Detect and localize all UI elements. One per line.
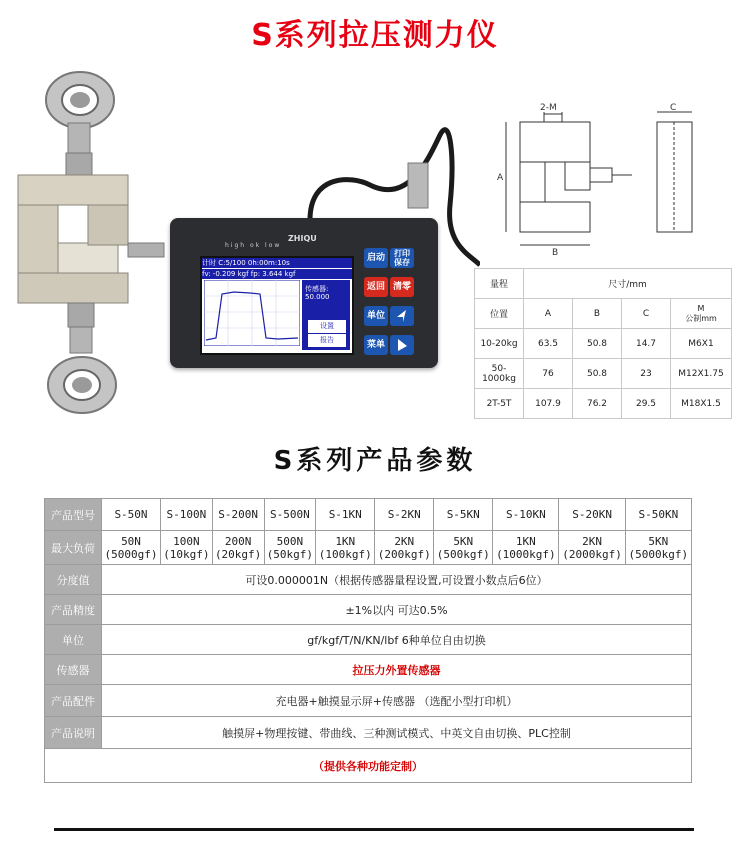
zero-button[interactable]: 清零 <box>390 277 414 297</box>
load-cell <box>102 531 161 565</box>
dim-label-b: B <box>552 248 559 258</box>
dim-cell: M6X1 <box>671 329 732 359</box>
load-top: 5KN <box>453 534 474 548</box>
load-top: 50N <box>121 534 141 548</box>
table-row <box>475 329 732 359</box>
parameter-table <box>44 498 692 783</box>
table-row <box>45 749 692 783</box>
table-row <box>475 359 732 389</box>
table-row <box>45 531 692 565</box>
load-bottom: (100kgf) <box>318 547 372 561</box>
dim-cell: 50.8 <box>573 359 622 389</box>
dim-col-b: B <box>573 299 622 329</box>
dim-cell: 50-1000kg <box>475 359 524 389</box>
load-bottom: (20kgf) <box>214 547 262 561</box>
screen-curve <box>204 280 300 346</box>
resolution-value: 可设0.000001N（根据传感器量程设置,可设置小数点后6位） <box>102 565 692 595</box>
model-cell: S-500N <box>264 499 316 531</box>
arrow-down-icon <box>390 335 414 355</box>
start-button[interactable]: 启动 <box>364 248 388 268</box>
device-logo: ZHIQU <box>288 234 317 243</box>
load-top: 200N <box>224 534 252 548</box>
page-title: S系列拉压测力仪 <box>251 18 499 53</box>
load-top: 500N <box>276 534 304 548</box>
load-bottom: (10kgf) <box>163 547 210 561</box>
row-header-resolution: 分度值 <box>45 565 102 595</box>
load-top: 100N <box>173 534 200 548</box>
dim-cell: M12X1.75 <box>671 359 732 389</box>
params-section-title: S系列产品参数 <box>273 446 477 476</box>
dim-cell: 2T-5T <box>475 389 524 419</box>
model-cell: S-50N <box>102 499 161 531</box>
screen-report-button[interactable]: 报告 <box>308 334 346 347</box>
table-row <box>45 685 692 717</box>
load-cell <box>434 531 493 565</box>
load-bottom: (5000gf) <box>104 547 158 561</box>
device-screen <box>200 256 354 355</box>
dim-cell: 63.5 <box>524 329 573 359</box>
dim-label-m: 2-M <box>540 103 557 113</box>
row-header-model: 产品型号 <box>45 499 102 531</box>
load-top: 2KN <box>582 534 603 548</box>
load-cell <box>161 531 213 565</box>
accuracy-value: ±1%以内 可达0.5% <box>102 595 692 625</box>
dim-label-a: A <box>497 173 504 183</box>
dimension-table <box>474 268 732 419</box>
row-header-description: 产品说明 <box>45 717 102 749</box>
arrow-up-icon <box>390 306 414 326</box>
description-value: 触摸屏+物理按键、带曲线、三种测试模式、中英文自由切换、PLC控制 <box>102 717 692 749</box>
row-header-load: 最大负荷 <box>45 531 102 565</box>
accessory-value: 充电器+触摸显示屏+传感器 （选配小型打印机） <box>102 685 692 717</box>
model-cell: S-200N <box>212 499 264 531</box>
force-curve-graph <box>204 280 300 346</box>
back-button[interactable]: 返回 <box>364 277 388 297</box>
load-bottom: (1000kgf) <box>496 547 556 561</box>
row-header-unit: 单位 <box>45 625 102 655</box>
sensor-label: 传感器: <box>305 285 329 293</box>
screen-status-row: 计时 C:5/100 0h:00m:10s <box>202 258 352 268</box>
model-cell: S-50KN <box>625 499 691 531</box>
load-cell <box>212 531 264 565</box>
status-leds: high ok low <box>225 242 282 249</box>
table-row <box>45 655 692 685</box>
table-row <box>475 389 732 419</box>
dim-label-c: C <box>670 103 677 113</box>
load-top: 1KN <box>515 534 536 548</box>
model-cell: S-10KN <box>493 499 559 531</box>
load-cell <box>316 531 375 565</box>
screen-side-panel <box>302 280 350 350</box>
dimension-drawing <box>492 100 722 260</box>
dim-cell: 107.9 <box>524 389 573 419</box>
load-bottom: (2000kgf) <box>562 547 622 561</box>
load-cell <box>264 531 316 565</box>
load-bottom: (500kgf) <box>436 547 490 561</box>
dim-col-pos: 位置 <box>475 299 524 329</box>
bottom-divider <box>54 828 694 831</box>
row-header-accessory: 产品配件 <box>45 685 102 717</box>
model-cell: S-20KN <box>559 499 625 531</box>
sensor-value: 50.000 <box>305 293 330 301</box>
row-header-accuracy: 产品精度 <box>45 595 102 625</box>
load-bottom: (5000kgf) <box>628 547 689 561</box>
table-row <box>45 499 692 531</box>
table-row <box>45 565 692 595</box>
screen-value-row: fv: -0.209 kgf fp: 3.644 kgf <box>202 268 352 279</box>
row-header-sensor: 传感器 <box>45 655 102 685</box>
sensor-value: 拉压力外置传感器 <box>102 655 692 685</box>
load-top: 5KN <box>648 534 669 548</box>
down-arrow-button[interactable] <box>390 335 414 355</box>
dim-header-size: 尺寸/mm <box>524 269 732 299</box>
menu-button[interactable]: 菜单 <box>364 335 388 355</box>
load-bottom: (50kgf) <box>266 547 314 561</box>
dim-cell: 29.5 <box>622 389 671 419</box>
dim-cell: 76.2 <box>573 389 622 419</box>
model-cell: S-100N <box>161 499 213 531</box>
load-cell <box>375 531 434 565</box>
dim-col-a: A <box>524 299 573 329</box>
unit-button[interactable]: 单位 <box>364 306 388 326</box>
table-row <box>45 595 692 625</box>
dim-cell: M18X1.5 <box>671 389 732 419</box>
unit-value: gf/kgf/T/N/KN/lbf 6种单位自由切换 <box>102 625 692 655</box>
load-cell <box>625 531 691 565</box>
load-cell <box>493 531 559 565</box>
load-top: 2KN <box>394 534 415 548</box>
customization-note: （提供各种功能定制） <box>45 749 692 783</box>
dim-cell: 50.8 <box>573 329 622 359</box>
up-arrow-button[interactable] <box>390 306 414 326</box>
load-bottom: (200kgf) <box>377 547 431 561</box>
model-cell: S-2KN <box>375 499 434 531</box>
dim-cell: 23 <box>622 359 671 389</box>
screen-settings-button[interactable]: 设置 <box>308 320 346 333</box>
dim-cell: 10-20kg <box>475 329 524 359</box>
dim-col-m: M 公制mm <box>671 299 732 329</box>
print-save-button[interactable]: 打印 保存 <box>390 248 414 268</box>
table-row <box>45 625 692 655</box>
force-gauge-device <box>170 218 438 368</box>
dim-cell: 14.7 <box>622 329 671 359</box>
model-cell: S-5KN <box>434 499 493 531</box>
model-cell: S-1KN <box>316 499 375 531</box>
table-row <box>45 717 692 749</box>
dim-col-c: C <box>622 299 671 329</box>
load-top: 1KN <box>335 534 356 548</box>
load-cell <box>559 531 625 565</box>
dim-header-range: 量程 <box>475 269 524 299</box>
dim-cell: 76 <box>524 359 573 389</box>
